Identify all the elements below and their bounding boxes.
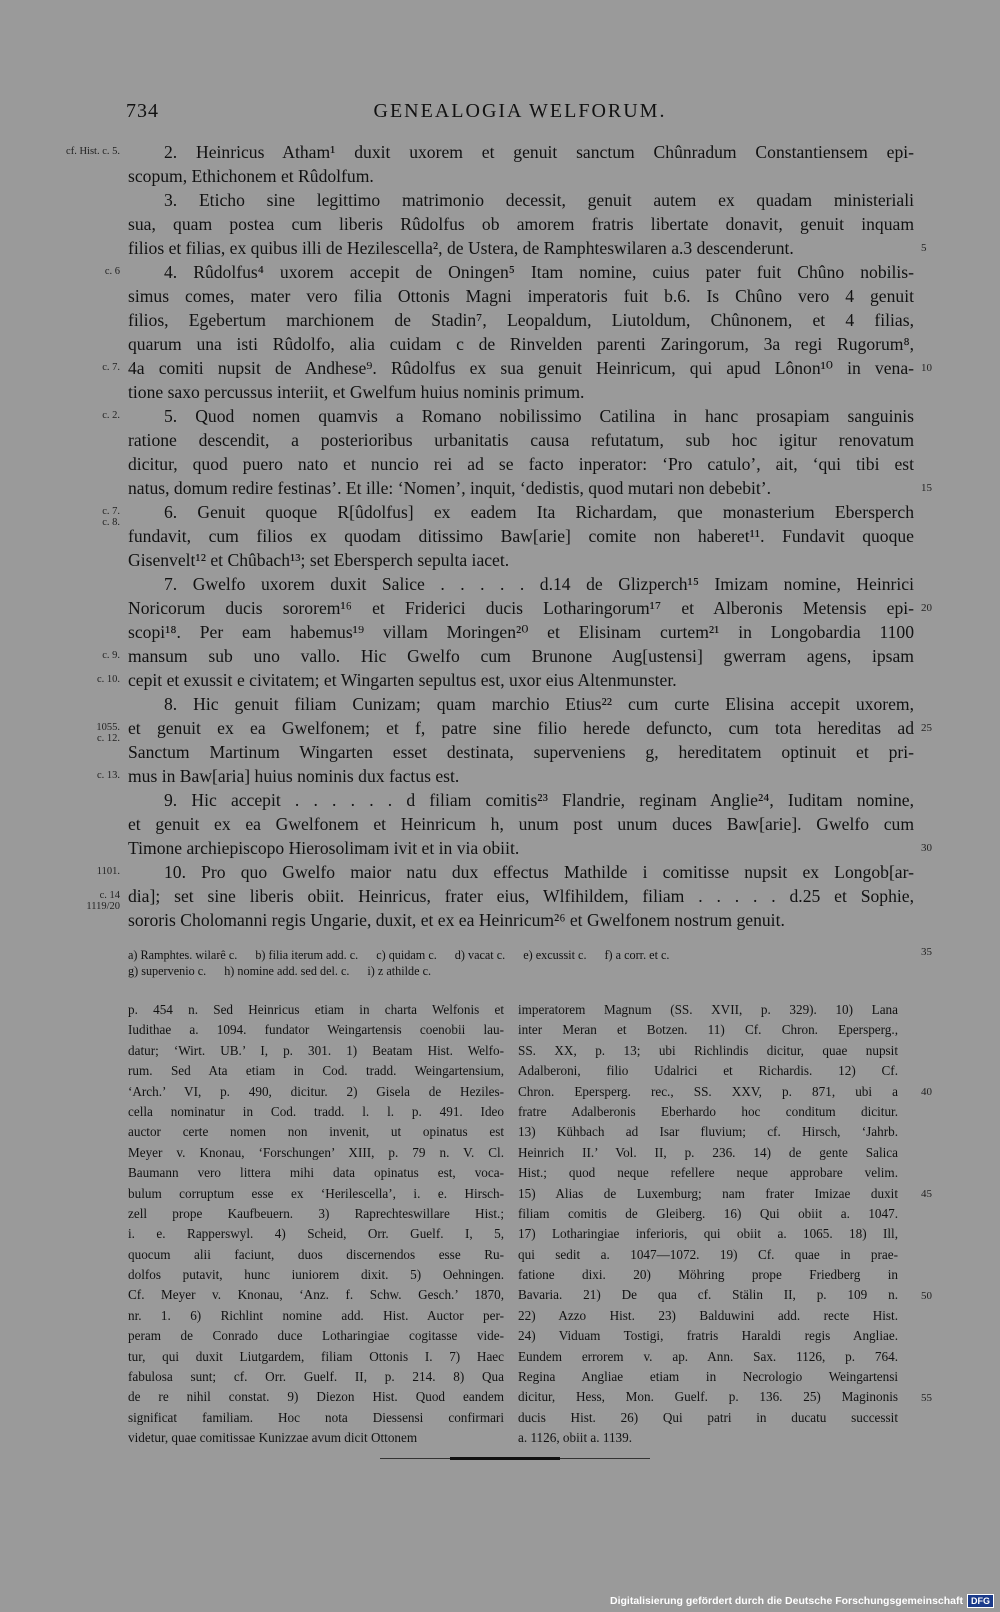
footnote-line: quocum alii faciunt, duos discernendos esse Ru-	[128, 1246, 504, 1262]
dfg-logo: DFG	[967, 1594, 994, 1608]
text-line: 8. Hic genuit filiam Cunizam; quam marchio Etius²² cum curte Elisina accepit uxorem,	[164, 694, 914, 714]
footnote-line: filiam comitis de Gleiberg. 16) Qui obiit a. 1047.	[518, 1205, 898, 1221]
margin-note: c. 2.	[102, 410, 120, 421]
text-line: filios, Egebertum marchionem de Stadin⁷, Leopaldum, Liutoldum, Chûnonem, et 4 filias,	[128, 310, 914, 330]
margin-note: 1101.	[96, 866, 120, 877]
line-number: 25	[921, 722, 932, 734]
footnote-line: nr. 1. 6) Richlint nomine add. Hist. Auctor per-	[128, 1307, 504, 1323]
footnote-line: videtur, quae comitissae Kunizzae avum dicit Ottonem	[128, 1430, 418, 1446]
margin-note: c. 7.	[102, 362, 120, 373]
text-line: simus comes, mater vero filia Ottonis Magni imperatoris fuit b.6. Is Chûno vero 4 genuit	[128, 286, 914, 306]
footnote-line: SS. XX, p. 13; ubi Richlindis dicitur, quae nupsit	[518, 1042, 898, 1058]
running-title: GENEALOGIA WELFORUM.	[373, 100, 667, 122]
footnote-line: ‘Arch.’ VI, p. 490, dicitur. 2) Gisela de Heziles-	[128, 1083, 504, 1099]
apparatus-row	[128, 963, 914, 979]
footnote-line: peram de Conrado duce Lotharingiae cogitasse vide-	[128, 1328, 504, 1344]
apparatus-note: g) supervenio c.	[128, 964, 207, 978]
text-line: scopum, Ethichonem et Rûdolfum.	[128, 166, 374, 186]
text-line: filios et filias, ex quibus illi de Hezilescella², de Ustera, de Ramphteswilaren a.3 descenderunt.	[128, 238, 794, 258]
end-rule	[380, 1457, 650, 1460]
page-header	[120, 100, 920, 130]
margin-note: c. 10.	[96, 674, 120, 685]
text-line: fundavit, cum filios ex quodam ditissimo Baw[arie] comite non haberet¹¹. Fundavit quoque	[128, 526, 914, 546]
text-line: 10. Pro quo Gwelfo maior natu dux effectus Mathilde i comitisse nupsit ex Longob[ar-	[164, 862, 914, 882]
text-line: 9. Hic accepit . . . . . . d filiam comitis²³ Flandrie, reginam Anglie²⁴, Iuditam nomine,	[164, 790, 914, 810]
credit-text: Digitalisierung gefördert durch die Deutsche Forschungsgemeinschaft	[610, 1595, 963, 1607]
footnotes-left-column	[128, 1000, 504, 1449]
line-number: 55	[921, 1391, 932, 1404]
footnote-line: auctor certe nomen non invenit, ut opinatus est	[128, 1124, 504, 1140]
margin-note: c. 6	[104, 266, 120, 277]
footnote-line: Bavaria. 21) De qua cf. Stälin II, p. 109 n.	[518, 1287, 898, 1303]
critical-apparatus	[128, 947, 914, 979]
footnote-line: Cf. Meyer v. Knonau, ‘Anz. f. Schw. Gesch.’ 1870,	[128, 1287, 504, 1303]
apparatus-note: c) quidam c.	[376, 948, 437, 962]
footnote-line: imperatorem Magnum (SS. XVII, p. 329). 10) Lana	[518, 1002, 898, 1017]
footnote-line: Iudithae a. 1094. fundator Weingartensis coenobii lau-	[128, 1022, 504, 1038]
apparatus-note: i) z athilde c.	[367, 964, 432, 978]
text-line: Noricorum ducis sororem¹⁶ et Friderici ducis Lotharingorum¹⁷ et Alberonis Metensis epi-	[128, 598, 914, 618]
footnote-line: dolfos putavit, hunc iuniorem dixit. 5) Oehningen.	[128, 1267, 504, 1283]
text-line: 5. Quod nomen quamvis a Romano nobilissimo Catilina in hanc prosapiam sanguinis	[164, 406, 914, 426]
footnote-line: ducis Hist. 26) Qui patri in ducatu successit	[518, 1409, 898, 1425]
footnote-line: a. 1126, obiit a. 1139.	[518, 1430, 633, 1446]
apparatus-note: f) a corr. et c.	[604, 948, 670, 962]
text-line: ratione descendit, a posterioribus urbanitatis causa refutatum, sub hoc igitur renovatum	[128, 430, 914, 450]
margin-note: c. 14 1119/20	[86, 890, 120, 912]
line-number: 5	[921, 242, 927, 254]
apparatus-note: h) nomine add. sed del. c.	[224, 964, 350, 978]
footnote-line: Adalberoni, filio Udalrici et Richardis. 12) Cf.	[518, 1063, 898, 1079]
apparatus-note: e) excussit c.	[523, 948, 587, 962]
footnote-line: Eundem errorem v. ap. Ann. Sax. 1126, p. 764.	[518, 1348, 898, 1364]
text-line: 3. Eticho sine legittimo matrimonio decessit, genuit autem ex quadam ministeriali	[164, 190, 914, 210]
text-line: dia]; set sine liberis obiit. Heinricus, frater eius, Wlfihildem, filiam . . . . . d.25 et Sophie,	[128, 886, 914, 906]
margin-note: c. 13.	[96, 770, 120, 781]
footnote-line: 17) Lotharingiae inferioris, qui obiit a. 1065. 18) Ill,	[518, 1226, 898, 1242]
margin-note: c. 9.	[102, 650, 120, 661]
line-number: 45	[921, 1187, 932, 1200]
line-number: 35	[921, 946, 932, 958]
text-line: tione saxo percussus interiit, et Gwelfum huius nominis primum.	[128, 382, 585, 402]
text-line: Gisenvelt¹² et Chûbach¹³; set Ebersperch sepulta iacet.	[128, 550, 510, 570]
footnote-line: 24) Viduam Tostigi, fratris Haraldi regis Angliae.	[518, 1328, 898, 1344]
text-line: mus in Baw[aria] huius nominis dux factus est.	[128, 766, 460, 786]
footnote-line: i. e. Rapperswyl. 4) Scheid, Orr. Guelf. I, 5,	[128, 1226, 504, 1242]
text-line: 4. Rûdolfus⁴ uxorem accepit de Oningen⁵ Itam nomine, cuius pater fuit Chûno nobilis-	[164, 262, 914, 282]
footnotes-right-column	[518, 1000, 898, 1449]
line-number: 15	[921, 482, 932, 494]
footnote-line: significat familiam. Hoc nota Diessensi confirmari	[128, 1409, 504, 1425]
footnote-line: Heinrich II.’ Vol. II, p. 236. 14) de gente Salica	[518, 1144, 898, 1160]
footnote-line: cella nominatur in Cod. tradd. l. l. p. 491. Ideo	[128, 1103, 504, 1119]
footnote-line: 15) Alias de Luxemburg; nam frater Imizae duxit	[518, 1185, 898, 1201]
text-line: et genuit ex ea Gwelfonem et Heinricum h, unum post unum duces Baw[arie]. Gwelfo cum	[128, 814, 914, 834]
footnote-line: tur, qui duxit Liutgardem, filiam Ottonis I. 7) Haec	[128, 1348, 504, 1364]
text-line: Sanctum Martinum Wingarten esset destinata, superveniens g, hereditatem optinuit et pri-	[128, 742, 914, 762]
line-number: 20	[921, 602, 932, 614]
text-line: 4a comiti nupsit de Andhese⁹. Rûdolfus ex sua genuit Heinricum, qui apud Lônon¹⁰ in vena-	[128, 358, 914, 378]
main-text	[128, 140, 914, 932]
footnote-line: fabulosa sunt; cf. Orr. Guelf. II, p. 214. 8) Qua	[128, 1369, 504, 1385]
apparatus-note: b) filia iterum add. c.	[255, 948, 359, 962]
text-line: 2. Heinricus Atham¹ duxit uxorem et genuit sanctum Chûnradum Constantiensem epi-	[164, 142, 914, 162]
footnote-line: Meyer v. Knonau, ‘Forschungen’ XIII, p. 79 n. V. Cl.	[128, 1144, 504, 1160]
digitization-credit	[610, 1594, 994, 1608]
footnote-line: Regina Angliae etiam in Necrologio Weingartensi	[518, 1369, 898, 1385]
text-line: scopi¹⁸. Per eam habemus¹⁹ villam Moringen²⁰ et Elisinam curtem²¹ in Longobardia 1100	[128, 622, 914, 642]
text-line: 6. Genuit quoque R[ûdolfus] ex eadem Ita Richardam, que monasterium Ebersperch	[164, 502, 914, 522]
text-line: 7. Gwelfo uxorem duxit Salice . . . . . d.14 de Glizperch¹⁵ Imizam nomine, Heinrici	[164, 574, 914, 594]
footnote-line: bulum corruptum esse ex ‘Herilescella’, i. e. Hirsch-	[128, 1185, 504, 1201]
text-line: quarum una isti Rûdolfo, alia cuidam c de Rinvelden parenti Zaringorum, 3a regi Rugorum⁸,	[128, 334, 914, 354]
margin-note: cf. Hist. c. 5.	[66, 146, 120, 157]
text-line: dicitur, quod puero nato et nuncio rei ad se facto inperator: ‘Pro catulo’, ait, ‘qui tibi est	[128, 454, 914, 474]
text-line: et genuit ex ea Gwelfonem; et f, patre sine filio herede defuncto, cum tota hereditas ad	[128, 718, 914, 738]
apparatus-row	[128, 947, 914, 963]
footnote-line: dicitur, Hess, Mon. Guelf. p. 136. 25) Maginonis	[518, 1389, 898, 1405]
footnote-line: Baumann vero littera mihi data opinatus est, voca-	[128, 1165, 504, 1181]
margin-note: 1055. c. 12.	[96, 722, 120, 744]
line-number: 50	[921, 1289, 932, 1302]
text-line: natus, domum redire festinas’. Et ille: ‘Nomen’, inquit, ‘dedistis, quod mutari non debebit’.	[128, 478, 772, 498]
footnote-line: 22) Azzo Hist. 23) Balduwini add. recte Hist.	[518, 1307, 898, 1323]
footnote-line: fatione dixi. 20) Möhring prope Friedberg in	[518, 1267, 898, 1283]
page-number: 734	[126, 100, 159, 122]
text-line: cepit et exussit e civitatem; et Wingarten sepultus est, uxor eius Altenmunster.	[128, 670, 677, 690]
footnote-line: rum. Sed Ata etiam in Cod. tradd. Weingartensium,	[128, 1063, 504, 1079]
footnote-line: zell prope Kaufbeuern. 3) Raprechteswillare Hist.;	[128, 1205, 504, 1221]
footnote-line: Chron. Epersperg. rec., SS. XXV, p. 871, ubi a	[518, 1083, 898, 1099]
footnote-line: 13) Kühbach ad Isar fluvium; cf. Hirsch, ‘Jahrb.	[518, 1124, 898, 1140]
footnote-line: datur; ‘Wirt. UB.’ I, p. 301. 1) Beatam Hist. Welfo-	[128, 1042, 504, 1058]
footnote-line: qui sedit a. 1047—1072. 19) Cf. quae in prae-	[518, 1246, 898, 1262]
footnote-line: Hist.; quod neque refellere neque approbare velim.	[518, 1165, 898, 1181]
margin-note: c. 7. c. 8.	[102, 506, 120, 528]
footnote-line: de re nihil constat. 9) Diezon Hist. Quod eandem	[128, 1389, 504, 1405]
footnote-line: fratre Adalberonis Eberhardo hoc conditum dicitur.	[518, 1103, 898, 1119]
apparatus-note: a) Ramphtes. wilarê c.	[128, 948, 238, 962]
apparatus-note: d) vacat c.	[454, 948, 506, 962]
text-line: Timone archiepiscopo Hierosolimam ivit et in via obiit.	[128, 838, 520, 858]
line-number: 30	[921, 842, 932, 854]
footnote-line: inter Meran et Botzen. 11) Cf. Chron. Epersperg.,	[518, 1022, 898, 1038]
text-line: mansum sub uno vallo. Hic Gwelfo cum Brunone Aug[ustensi] gwerram agens, ipsam	[128, 646, 914, 666]
footnote-line: p. 454 n. Sed Heinricus etiam in charta Welfonis et	[128, 1002, 504, 1017]
text-line: sua, quam postea cum liberis Rûdolfus ob amorem fratris libertate donavit, genuit inquam	[128, 214, 914, 234]
line-number: 40	[921, 1085, 932, 1098]
line-number: 10	[921, 362, 932, 374]
text-line: sororis Cholomanni regis Ungarie, duxit, et ex ea Heinricum²⁶ et Gwelfonem nostrum genuit.	[128, 910, 785, 930]
